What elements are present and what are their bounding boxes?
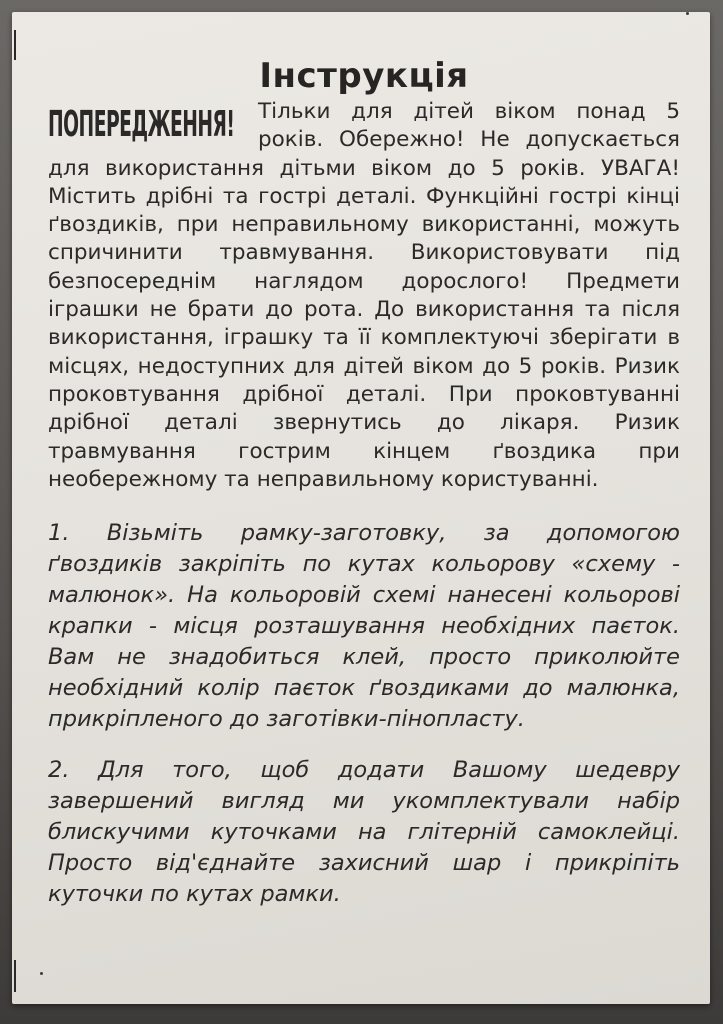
page-title: Інструкція bbox=[259, 56, 469, 96]
warning-text: Тільки для дітей віком понад 5 років. Обережно! Не допускається для використання дітьми віком до 5 років. УВАГА! Містить дрібні та гострі деталі. Функційні гострі кінці ґвоздиків, при неправильному використанні, можуть спричинити травмування. Використовувати під безпосереднім наглядом дорослого! Предмети іграшки не брати до рота. До використання та після використання, іграшку та її комплектуючі зберігати в місцях, недоступних для дітей віком до 5 років. Ризик проковтування дрібної деталі. При проковтуванні дрібної деталі звернутись до лікаря. Ризик травмування гострим кінцем ґвоздика при необережному та неправильному користуванні. bbox=[48, 99, 680, 492]
warning-label: ПОПЕРЕДЖЕННЯ! bbox=[48, 104, 235, 145]
instruction-card bbox=[12, 12, 710, 1004]
pin-hole bbox=[686, 12, 689, 15]
instruction-steps bbox=[48, 518, 680, 910]
pin-hole bbox=[40, 972, 43, 975]
warning-block bbox=[48, 98, 680, 494]
card-edge-mark-top bbox=[14, 30, 16, 60]
instruction-step: 1. Візьміть рамку-заготовку, за допомогою ґвоздиків закріпіть по кутах кольорову «схему - малюнок». На кольоровій схемі нанесені кольорові крапки - місця розташування необхідних паєток. Вам не знадобиться клей, просто приколюйте необхідний колір паєток ґвоздиками до малюнка, прикріпленого до заготівки-пінопласту. bbox=[48, 520, 680, 733]
card-edge-mark-bottom bbox=[14, 960, 16, 992]
instruction-step: 2. Для того, щоб додати Вашому шедевру завершений вигляд ми укомплектували набір блискучими куточками на глітерній самоклейці. Просто від'єднайте захисний шар і прикріпіть куточки по кутах рамки. bbox=[48, 757, 680, 908]
